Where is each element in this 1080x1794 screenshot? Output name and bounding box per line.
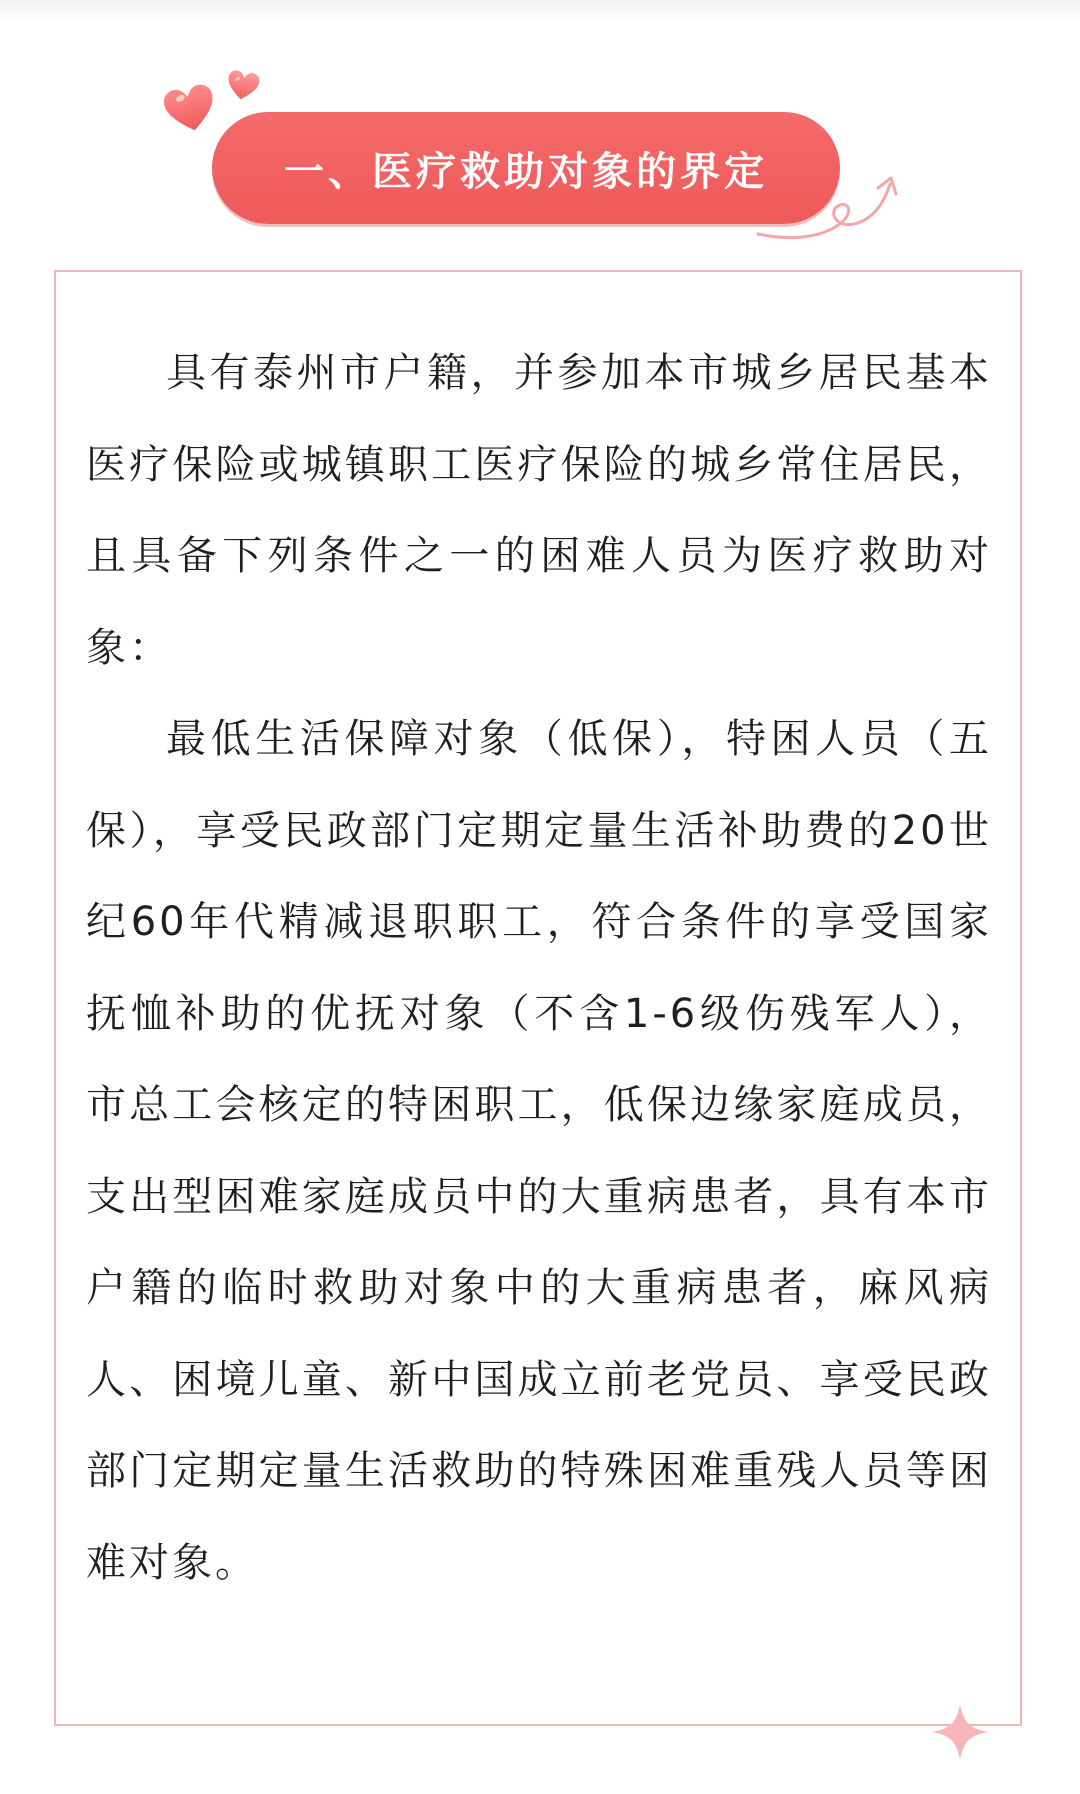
paragraph-intro: 具有泰州市户籍，并参加本市城乡居民基本医疗保险或城镇职工医疗保险的城乡常住居民，且具备下列条件之一的困难人员为医疗救助对象：	[86, 350, 992, 671]
swirl-arrow-icon	[756, 164, 906, 244]
section-header	[0, 0, 1080, 260]
section-title-banner	[212, 112, 840, 224]
content-body	[86, 328, 992, 1609]
content-frame	[54, 270, 1022, 1726]
heart-icon	[160, 78, 220, 138]
heart-icon	[224, 66, 262, 104]
sparkle-icon	[930, 1702, 990, 1762]
paragraph-eligibility-list: 最低生活保障对象（低保），特困人员（五保），享受民政部门定期定量生活补助费的20世纪60年代精减退职职工，符合条件的享受国家抚恤补助的优抚对象（不含1-6级伤残军人），市总工会核定的特困职工，低保边缘家庭成员，支出型困难家庭成员中的大重病患者，具有本市户籍的临时救助对象中的大重病患者，麻风病人、困境儿童、新中国成立前老党员、享受民政部门定期定量生活救助的特殊困难重残人员等困难对象。	[86, 716, 992, 1586]
section-title: 一、医疗救助对象的界定	[284, 148, 768, 195]
